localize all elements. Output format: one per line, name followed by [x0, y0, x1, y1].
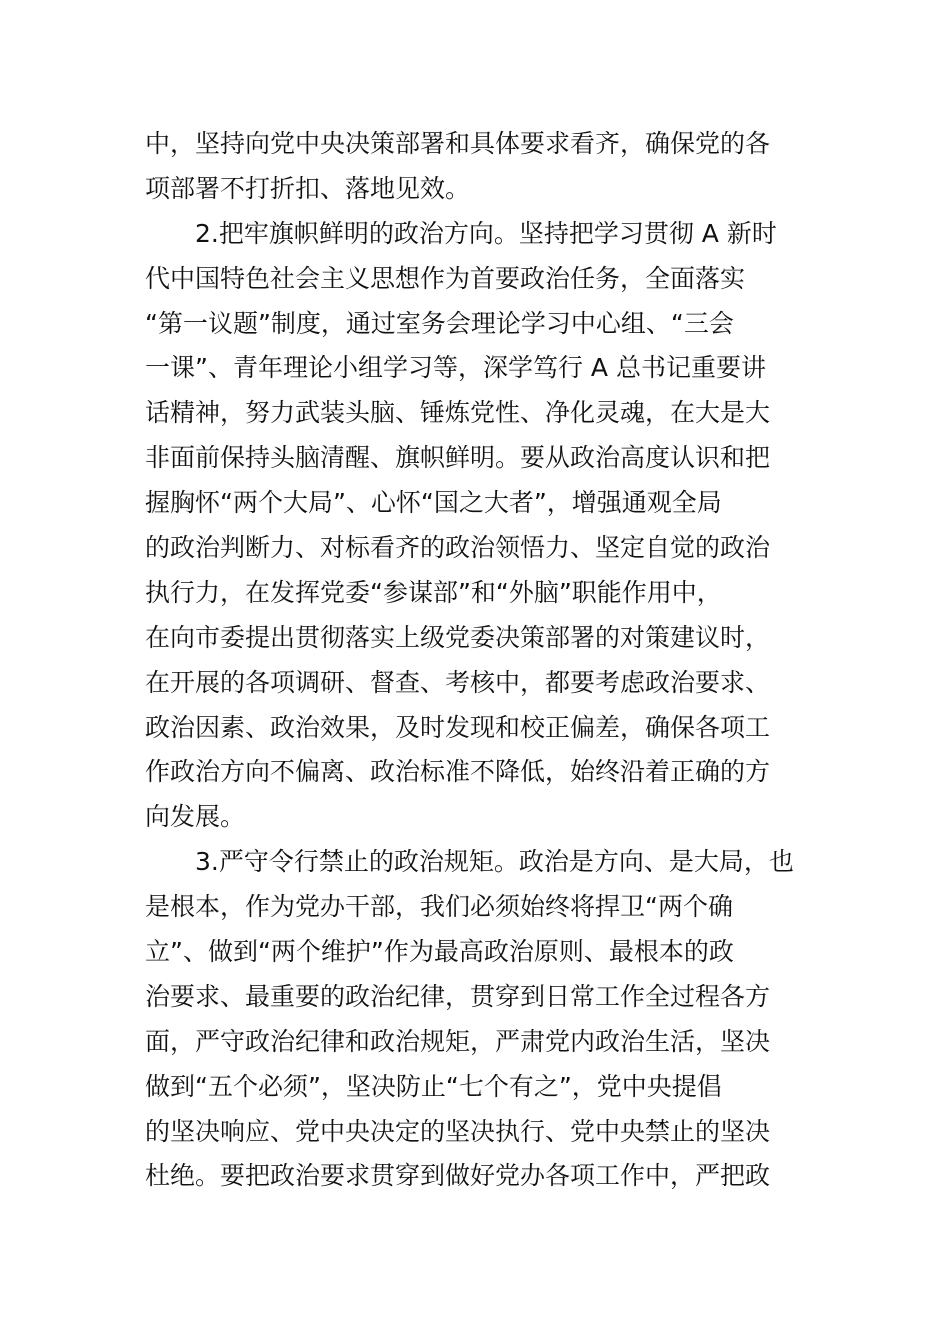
text-line: 代中国特色社会主义思想作为首要政治任务，全面落实 [145, 263, 746, 293]
text-line: 非面前保持头脑清醒、旗帜鲜明。要从政治高度认识和把 [145, 443, 771, 473]
text-line: 中，坚持向党中央决策部署和具体要求看齐，确保党的各 [145, 129, 771, 158]
text-line: 杜绝。要把政治要求贯穿到做好党办各项工作中，严把政 [145, 1161, 771, 1191]
text-line: 做到“五个必须”，坚决防止“七个有之”，党中央提倡 [145, 1071, 722, 1101]
text-line: 在开展的各项调研、督查、考核中，都要考虑政治要求、 [145, 667, 771, 697]
paragraph-start-line: 2.把牢旗帜鲜明的政治方向。坚持把学习贯彻 A 新时 [195, 218, 777, 248]
text-line: 向发展。 [145, 802, 246, 832]
text-line: 的政治判断力、对标看齐的政治领悟力、坚定自觉的政治 [145, 533, 771, 563]
text-line: 握胸怀“两个大局”、心怀“国之大者”，增强通观全局 [145, 488, 722, 518]
text-line: 面，严守政治纪律和政治规矩，严肃党内政治生活，坚决 [145, 1026, 771, 1056]
text-line: 在向市委提出贯彻落实上级党委决策部署的对策建议时， [145, 622, 771, 652]
text-line: 治要求、最重要的政治纪律，贯穿到日常工作全过程各方 [145, 981, 771, 1011]
text-line: 项部署不打折扣、落地见效。 [145, 173, 471, 203]
text-line: 话精神，努力武装头脑、锤炼党性、净化灵魂，在大是大 [145, 398, 771, 428]
text-line: 一课”、青年理论小组学习等，深学笃行 A 总书记重要讲 [145, 353, 766, 383]
text-line: 政治因素、政治效果，及时发现和校正偏差，确保各项工 [145, 712, 771, 742]
text-line: 的坚决响应、党中央决定的坚决执行、党中央禁止的坚决 [145, 1116, 771, 1146]
text-line: 立”、做到“两个维护”作为最高政治原则、最根本的政 [145, 937, 734, 967]
text-line: 作政治方向不偏离、政治标准不降低，始终沿着正确的方 [145, 757, 771, 787]
paragraph-start-line: 3.严守令行禁止的政治规矩。政治是方向、是大局，也 [195, 847, 794, 877]
text-line: 执行力，在发挥党委“参谋部”和“外脑”职能作用中， [145, 577, 722, 607]
text-line: 是根本，作为党办干部，我们必须始终将捍卫“两个确 [145, 892, 733, 922]
body-text [145, 122, 825, 1199]
text-line: “第一议题”制度，通过室务会理论学习中心组、“三会 [145, 308, 734, 338]
